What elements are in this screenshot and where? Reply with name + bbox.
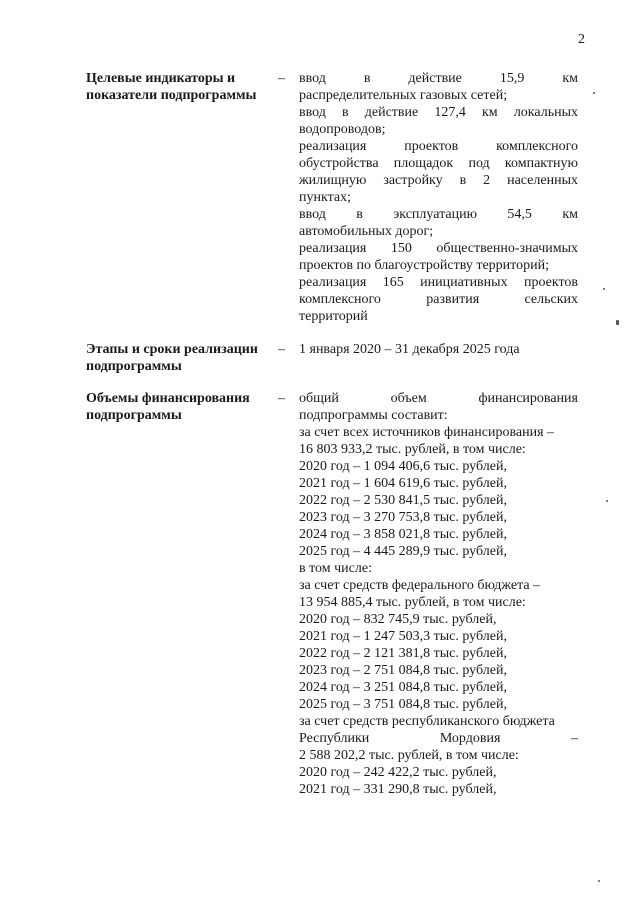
text-line: комплексного развития сельских <box>299 292 578 307</box>
text-line: распределительных газовых сетей; <box>299 88 508 103</box>
text-line: 2022 год – 2 530 841,5 тыс. рублей, <box>299 493 507 508</box>
section-label <box>86 341 286 375</box>
label-line: Объемы финансирования <box>86 391 250 406</box>
text-line: за счет всех источников финансирования – <box>299 425 555 440</box>
section-label <box>86 390 286 424</box>
section-label <box>86 70 286 104</box>
text-line: в том числе: <box>299 561 372 576</box>
text-line: 2025 год – 4 445 289,9 тыс. рублей, <box>299 544 507 559</box>
text-line: 2024 год – 3 251 084,8 тыс. рублей, <box>299 680 507 695</box>
page-number: 2 <box>578 32 585 47</box>
text-line: 2020 год – 242 422,2 тыс. рублей, <box>299 765 497 780</box>
text-line: общий объем финансирования <box>299 391 578 406</box>
text-line: реализация 150 общественно-значимых <box>299 241 578 256</box>
text-line: ввод в действие 15,9 км <box>299 71 578 86</box>
text-line: реализация 165 инициативных проектов <box>299 275 578 290</box>
text-line: 2021 год – 331 290,8 тыс. рублей, <box>299 782 497 797</box>
label-line: Целевые индикаторы и <box>86 71 236 86</box>
text-line: реализация проектов комплексного <box>299 139 578 154</box>
text-line: 2022 год – 2 121 381,8 тыс. рублей, <box>299 646 507 661</box>
text-line: за счет средств федерального бюджета – <box>299 578 541 593</box>
text-line: 2023 год – 3 270 753,8 тыс. рублей, <box>299 510 507 525</box>
text-line: 2021 год – 1 247 503,3 тыс. рублей, <box>299 629 507 644</box>
section-text <box>299 70 578 325</box>
text-line: 1 января 2020 – 31 декабря 2025 года <box>299 342 520 357</box>
text-line: обустройства площадок под компактную <box>299 156 578 171</box>
dash-separator: – <box>278 342 285 357</box>
text-line: 2020 год – 1 094 406,6 тыс. рублей, <box>299 459 507 474</box>
text-line: 2024 год – 3 858 021,8 тыс. рублей, <box>299 527 507 542</box>
section-text <box>299 341 578 358</box>
text-line: Республики Мордовия – <box>299 731 578 746</box>
text-line: проектов по благоустройству территорий; <box>299 258 549 273</box>
text-line: ввод в действие 127,4 км локальных <box>299 105 578 120</box>
text-line: 2 588 202,2 тыс. рублей, в том числе: <box>299 748 519 763</box>
dash-separator: – <box>278 391 285 406</box>
text-line: автомобильных дорог; <box>299 224 434 239</box>
text-line: водопроводов; <box>299 122 386 137</box>
scan-speck <box>616 320 619 325</box>
dash-separator: – <box>278 71 285 86</box>
label-line: подпрограммы <box>86 408 182 423</box>
label-line: показатели подпрограммы <box>86 88 257 103</box>
scan-speck <box>606 500 608 502</box>
label-line: подпрограммы <box>86 359 182 374</box>
text-line: территорий <box>299 309 368 324</box>
text-line: 13 954 885,4 тыс. рублей, в том числе: <box>299 595 526 610</box>
text-line: 16 803 933,2 тыс. рублей, в том числе: <box>299 442 526 457</box>
scan-speck <box>598 880 600 882</box>
text-line: жилищную застройку в 2 населенных <box>299 173 578 188</box>
text-line: 2023 год – 2 751 084,8 тыс. рублей, <box>299 663 507 678</box>
text-line: 2021 год – 1 604 619,6 тыс. рублей, <box>299 476 507 491</box>
text-line: 2020 год – 832 745,9 тыс. рублей, <box>299 612 497 627</box>
label-line: Этапы и сроки реализации <box>86 342 258 357</box>
text-line: ввод в эксплуатацию 54,5 км <box>299 207 578 222</box>
text-line: за счет средств республиканского бюджета <box>299 714 555 729</box>
scan-speck <box>593 92 595 94</box>
text-line: подпрограммы составит: <box>299 408 448 423</box>
text-line: 2025 год – 3 751 084,8 тыс. рублей, <box>299 697 507 712</box>
text-line: пунктах; <box>299 190 351 205</box>
section-text <box>299 390 578 798</box>
scan-speck <box>603 288 605 290</box>
